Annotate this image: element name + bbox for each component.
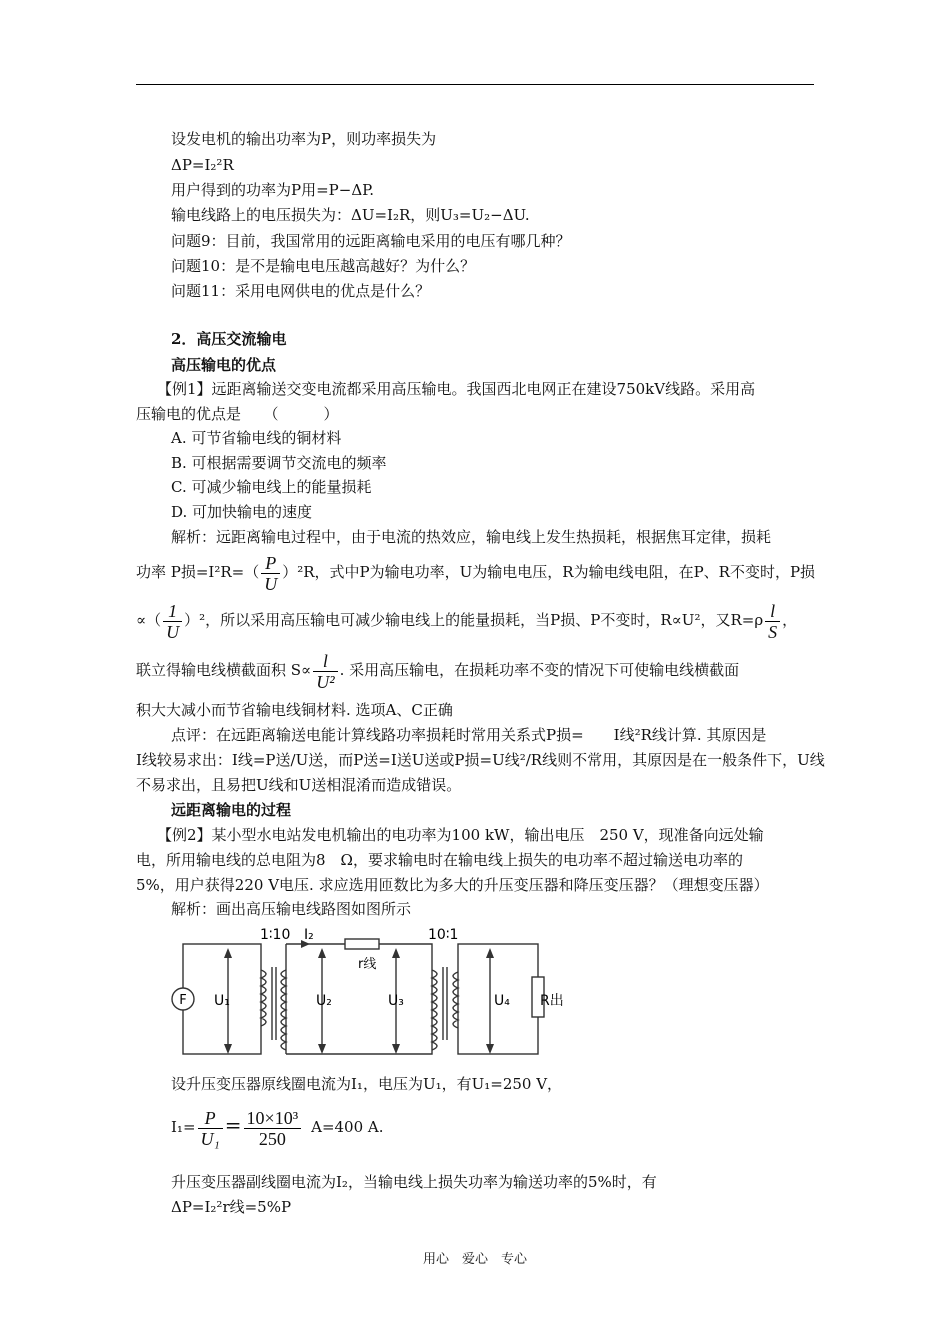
analysis-1: 解析：远距离输电过程中，由于电流的热效应，输电线上发生热损耗，根据焦耳定律，损耗 xyxy=(171,528,772,546)
example-2-stem-2: 电，所用输电线的总电阻为8 Ω，要求输电时在输电线上损失的电功率不超过输送电功率的 xyxy=(136,851,743,869)
step-2: I₁= $\frac{P}{\text{U₁}}$ = $\frac{\text{10×10³}}{250}$ A=400 A. xyxy=(171,1107,384,1149)
fraction-l-over-s: $\frac{l}{S}$ xyxy=(765,601,780,642)
step-1: 设升压变压器原线圈电流为I₁，电压为U₁，有U₁=250 V， xyxy=(171,1075,563,1093)
analysis-2: 功率 P损=I²R=（ $\frac{P}{U}$ ）²R，式中P为输电功率，U为输电电压，R为输电线电阻，在P、R不变时，P损 xyxy=(136,552,816,594)
comment-2: I线较易求出：I线=P送/U送，而P送=I送U送或P损=U线²/R线则不常用，其原因是在一般条件下，U线 xyxy=(136,751,825,769)
option-c: C. 可减少输电线上的能量损耗 xyxy=(171,478,372,496)
voltage-u3-label: U₃ xyxy=(388,993,404,1009)
step-3: 升压变压器副线圈电流为I₂，当输电线上损失功率为输送功率的5%时，有 xyxy=(171,1173,657,1191)
voltage-u2-label: U₂ xyxy=(316,993,332,1009)
fraction-1-over-u: $\frac{1}{U}$ xyxy=(163,601,182,642)
header-rule xyxy=(136,84,814,85)
subheading-process: 远距离输电的过程 xyxy=(171,801,292,819)
question-11: 问题11：采用电网供电的优点是什么？ xyxy=(171,282,431,300)
comment-3: 不易求出，且易把U线和U送相混淆而造成错误。 xyxy=(136,776,462,794)
example-2-stem: 【例2】某小型水电站发电机输出的电功率为100 kW，输出电压 250 V，现准备向远处输 xyxy=(157,826,764,844)
voltage-u4-label: U₄ xyxy=(494,993,510,1009)
example-1-stem-2: 压输电的优点是 （ ） xyxy=(136,405,339,423)
text-line: 用户得到的功率为P用=P−ΔP. xyxy=(171,181,374,199)
example-1-tag: 【例1】 xyxy=(157,380,212,398)
ratio-step-up: 1∶10 xyxy=(260,927,291,943)
analysis-3: ∝（ $\frac{1}{U}$ ）²，所以采用高压输电可减少输电线上的能量损耗，当P损、P不变时，R∝U²，又R=ρ $\frac{l}{S}$ ， xyxy=(136,600,798,642)
example-2-tag: 【例2】 xyxy=(157,826,212,844)
option-b: B. 可根据需要调节交流电的频率 xyxy=(171,454,387,472)
option-a: A. 可节省输电线的铜材料 xyxy=(171,429,342,447)
analysis-intro: 解析：画出高压输电线路图如图所示 xyxy=(171,900,412,918)
example-1-stem: 【例1】远距离输送交变电流都采用高压输电。我国西北电网正在建设750kV线路。采用高 xyxy=(157,380,756,398)
text-line: 设发电机的输出功率为P，则功率损失为 xyxy=(171,130,437,148)
step-4: ΔP=I₂²r线=5%P xyxy=(171,1198,292,1216)
gen-label: F xyxy=(179,993,187,1008)
text-line: 输电线路上的电压损失为：ΔU=I₂R，则U₃=U₂−ΔU. xyxy=(171,206,530,224)
current-i2-label: I₂ xyxy=(304,927,314,943)
subheading-advantages: 高压输电的优点 xyxy=(171,356,277,374)
section-heading: 2．高压交流输电 xyxy=(171,330,287,348)
page-footer: 用心 爱心 专心 xyxy=(422,1252,527,1267)
load-resistance-label: R出 xyxy=(540,993,564,1009)
formula-line: ΔP=I₂²R xyxy=(171,156,234,174)
fraction-p-over-u1: $\frac{P}{\text{U₁}}$ xyxy=(198,1108,223,1149)
voltage-u1-label: U₁ xyxy=(214,993,230,1009)
analysis-5: 积大大减小而节省输电线铜材料. 选项A、C正确 xyxy=(136,701,453,719)
question-10: 问题10：是不是输电电压越高越好？为什么？ xyxy=(171,257,476,275)
ratio-step-down: 10∶1 xyxy=(428,927,459,943)
question-9: 问题9：目前，我国常用的远距离输电采用的电压有哪几种？ xyxy=(171,232,571,250)
line-resistance-label: r线 xyxy=(358,957,377,972)
comment-1: 点评：在远距离输送电能计算线路功率损耗时常用关系式P损= I线²R线计算. 其原因是 xyxy=(171,726,767,744)
option-d: D. 可加快输电的速度 xyxy=(171,503,313,521)
example-2-stem-3: 5%，用户获得220 V电压. 求应选用匝数比为多大的升压变压器和降压变压器？（理想变压器） xyxy=(136,876,769,894)
circuit-diagram xyxy=(170,922,580,1062)
analysis-4: 联立得输电线横截面积 S∝ $\frac{l}{\text{U²}}$ . 采用高压输电，在损耗功率不变的情况下可使输电线横截面 xyxy=(136,650,740,692)
fraction-p-over-u: $\frac{P}{U}$ xyxy=(261,553,280,594)
fraction-l-over-u2: $\frac{l}{\text{U²}}$ xyxy=(313,651,337,692)
fraction-10e3-over-250: $\frac{\text{10×10³}}{250}$ xyxy=(244,1108,302,1149)
